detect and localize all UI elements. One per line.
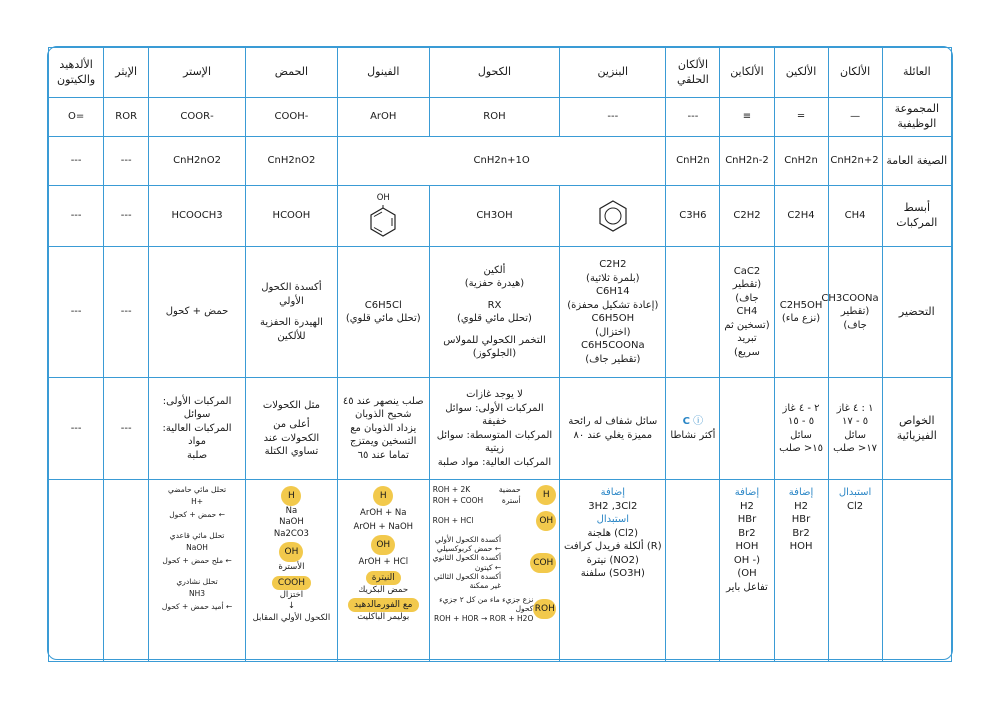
physical-alkane: ١ : ٤ غاز ٥ - ١٧ سائل ١٧< صلب — [828, 378, 882, 480]
general-formula-row — [49, 137, 952, 186]
simplest-ester: HCOOCH3 — [149, 186, 246, 247]
physical-alcohol: لا يوجد غازات المركبات الأولى: سوائل خفيفة المركبات المتوسطة: سوائل زيتية المركبات العالية: مواد صلبة — [429, 378, 560, 480]
prep-phenol: C6H5Cl (تحلل مائي قلوي) — [337, 247, 429, 378]
phenol-oh-label: OH — [376, 193, 390, 204]
header-alkyne: الألكاين — [720, 48, 774, 98]
functional-alkyne: ≡ — [720, 98, 774, 137]
row-label-physical: الخواص الفيزيائية — [882, 378, 951, 480]
header-acid: الحمض — [246, 48, 338, 98]
alcohol-h-block: H حمضية أسترة ROH + 2K ROH + COOH — [433, 484, 557, 507]
row-label-prep: التحضير — [882, 247, 951, 378]
chem-benzene: إضافة 3H2 ,3Cl2 استبدال (Cl2) هلجنة (R) ألكلة فريدل كرافت (NO2) نيترة (SO3H) سلفنة — [560, 480, 666, 662]
alcohol-coh-block: COH أكسدة الكحول الأولي ← حمض كربوكسيلي أكسدة الكحول الثانوي ← كيتون أكسدة الكحول الثالثي غير ممكنة — [433, 535, 557, 591]
physical-alkene: ٢ - ٤ غاز ٥ - ١٥ سائل ١٥< صلب — [774, 378, 828, 480]
physical-acid: مثل الكحولات أعلى من الكحولات عند تساوي الكتلة — [246, 378, 338, 480]
header-alcohol: الكحول — [429, 48, 560, 98]
physical-alkyne — [720, 378, 774, 480]
functional-ester: -COOR — [149, 98, 246, 137]
chem-alkene: إضافة H2 HBr Br2 HOH — [774, 480, 828, 662]
physical-benzene: سائل شفاف له رائحة مميزة يغلي عند ٨٠ — [560, 378, 666, 480]
header-row — [49, 48, 952, 98]
functional-alcohol: ROH — [429, 98, 560, 137]
chem-acid: H Na NaOH Na2CO3 OH الأسترة COOH اختزال ↓ الكحول الأولي المقابل — [246, 480, 338, 662]
formula-acid: CnH2nO2 — [246, 137, 338, 186]
header-ether: الإيثر — [104, 48, 149, 98]
chem-phenol: H ArOH + Na ArOH + NaOH OH ArOH + HCl النيترة حمض البكريك مع الفورمالدهيد بوليمر الباكليت — [337, 480, 429, 662]
benzene-ring-icon — [596, 199, 630, 233]
formula-ester: CnH2nO2 — [149, 137, 246, 186]
prep-alcohol: ألكين (هيدرة حفزية) RX (تحلل مائي قلوي) التخمر الكحولي للمولاس (الجلوكوز) — [429, 247, 560, 378]
simplest-alkane: CH4 — [828, 186, 882, 247]
prep-alkane: CH3COONa (تقطير جاف) — [828, 247, 882, 378]
functional-phenol: ArOH — [337, 98, 429, 137]
chem-alcohol — [429, 480, 560, 662]
row-label-simplest: أبسط المركبات — [882, 186, 951, 247]
row-label-functional: المجموعة الوظيفية — [882, 98, 951, 137]
header-alkane: الألكان — [828, 48, 882, 98]
formula-alcohol-group: CnH2n+1O — [337, 137, 666, 186]
simplest-alkene: C2H4 — [774, 186, 828, 247]
alcohol-roh-block: ROH نزع جزيء ماء من كل ٢ جزيء كحول ROH + HOR → ROR + H2O — [434, 594, 555, 623]
physical-ether: --- — [104, 378, 149, 480]
header-aldehyde: الألدهيد والكيتون — [49, 48, 104, 98]
simplest-ether: --- — [104, 186, 149, 247]
functional-aldehyde: =O — [49, 98, 104, 137]
functional-cycloalkane: --- — [666, 98, 720, 137]
functional-benzene: --- — [560, 98, 666, 137]
comparison-table-frame — [47, 46, 953, 660]
row-label-chemical — [882, 480, 951, 662]
header-cycloalkane: الألكان الحلقي — [666, 48, 720, 98]
functional-group-row — [49, 98, 952, 137]
prep-aldehyde: --- — [49, 247, 104, 378]
preparation-row — [49, 247, 952, 378]
chem-alkyne: إضافة H2 HBr Br2 HOH (OH - OH) تفاعل باير — [720, 480, 774, 662]
header-family: العائلة — [882, 48, 951, 98]
prep-ester: حمض + كحول — [149, 247, 246, 378]
functional-acid: -COOH — [246, 98, 338, 137]
physical-phenol: صلب ينصهر عند ٤٥ شحيح الذوبان يزداد الذوبان مع التسخين ويمتزج تماما عند ٦٥ — [337, 378, 429, 480]
prep-cycloalkane — [666, 247, 720, 378]
simplest-aldehyde: --- — [49, 186, 104, 247]
info-icon: ⓘ — [689, 416, 704, 427]
simplest-cycloalkane: C3H6 — [666, 186, 720, 247]
formula-alkane: CnH2n+2 — [828, 137, 882, 186]
prep-ether: --- — [104, 247, 149, 378]
chem-ether — [104, 480, 149, 662]
physical-aldehyde: --- — [49, 378, 104, 480]
phenol-ring-icon — [366, 205, 400, 239]
prep-alkene: C2H5OH (نزع ماء) — [774, 247, 828, 378]
chemical-properties-row — [49, 480, 952, 662]
reactivity-badge: C ⓘ — [682, 416, 704, 427]
formula-alkyne: CnH2n-2 — [720, 137, 774, 186]
chem-ester: تحلل مائي حامضي H+ ← حمض + كحول تحلل مائي قاعدي NaOH ← ملح حمض + كحول تحلل نشادري NH3 ← أميد حمض + كحول — [149, 480, 246, 662]
formula-cycloalkane: CnH2n — [666, 137, 720, 186]
row-label-formula: الصيغة العامة — [882, 137, 951, 186]
prep-acid: أكسدة الكحول الأولي الهيدرة الحفزية للألكين — [246, 247, 338, 378]
physical-cycloalkane: C ⓘ أكثر نشاطا — [666, 378, 720, 480]
simplest-benzene — [560, 186, 666, 247]
simplest-phenol — [337, 186, 429, 247]
header-benzene: البنزين — [560, 48, 666, 98]
header-phenol: الفينول — [337, 48, 429, 98]
chem-cycloalkane — [666, 480, 720, 662]
prep-alkyne: CaC2 (تقطير جاف) CH4 (تسخين ثم تبريد سريع) — [720, 247, 774, 378]
down-arrow-icon: ↓ — [287, 601, 295, 612]
functional-alkene: ═ — [774, 98, 828, 137]
simplest-alcohol: CH3OH — [429, 186, 560, 247]
formula-ether: --- — [104, 137, 149, 186]
chem-alkane: استبدال Cl2 — [828, 480, 882, 662]
chem-aldehyde — [49, 480, 104, 662]
organic-families-table — [48, 47, 952, 662]
simplest-alkyne: C2H2 — [720, 186, 774, 247]
functional-alkane: — — [828, 98, 882, 137]
physical-ester: المركبات الأولى: سوائل المركبات العالية: مواد صلبة — [149, 378, 246, 480]
functional-ether: ROR — [104, 98, 149, 137]
physical-properties-row — [49, 378, 952, 480]
formula-aldehyde: --- — [49, 137, 104, 186]
simplest-compounds-row — [49, 186, 952, 247]
prep-benzene: C2H2 (بلمرة ثلاثية) C6H14 (إعادة تشكيل محفزة) C6H5OH (اختزال) C6H5COONa (تقطير جاف) — [560, 247, 666, 378]
alcohol-oh-block: OH ROH + HCl — [433, 511, 557, 531]
header-alkene: الألكين — [774, 48, 828, 98]
header-ester: الإستر — [149, 48, 246, 98]
formula-alkene: CnH2n — [774, 137, 828, 186]
simplest-acid: HCOOH — [246, 186, 338, 247]
